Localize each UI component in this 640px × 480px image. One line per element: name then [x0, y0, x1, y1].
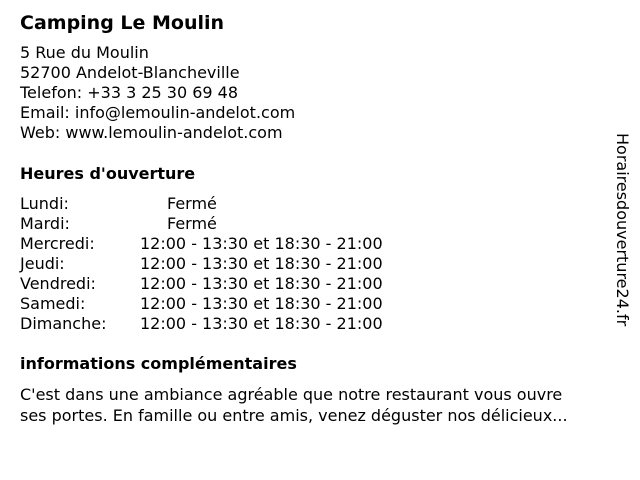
web-line: Web: www.lemoulin-andelot.com — [20, 123, 283, 142]
day-label: Lundi: — [20, 194, 69, 213]
city-address: 52700 Andelot-Blancheville — [20, 63, 240, 82]
day-hours: 12:00 - 13:30 et 18:30 - 21:00 — [140, 234, 383, 253]
additional-info-text — [20, 384, 620, 426]
day-hours: 12:00 - 13:30 et 18:30 - 21:00 — [140, 314, 383, 333]
description-line: ses portes. En famille ou entre amis, venez déguster nos délicieux... — [20, 406, 568, 425]
day-hours: 12:00 - 13:30 et 18:30 - 21:00 — [140, 274, 383, 293]
day-label: Mercredi: — [20, 234, 95, 253]
day-label: Mardi: — [20, 214, 70, 233]
site-watermark: Horairesdouverture24.fr — [613, 133, 632, 327]
day-label: Vendredi: — [20, 274, 96, 293]
additional-info-heading: informations complémentaires — [20, 354, 297, 373]
day-hours: Fermé — [167, 194, 217, 213]
day-label: Samedi: — [20, 294, 86, 313]
opening-hours-heading: Heures d'ouverture — [20, 164, 196, 183]
street-address: 5 Rue du Moulin — [20, 43, 149, 62]
day-label: Dimanche: — [20, 314, 107, 333]
description-line: C'est dans une ambiance agréable que notre restaurant vous ouvre — [20, 385, 563, 404]
day-hours: Fermé — [167, 214, 217, 233]
contact-block — [20, 43, 295, 143]
day-label: Jeudi: — [20, 254, 65, 273]
day-hours: 12:00 - 13:30 et 18:30 - 21:00 — [140, 254, 383, 273]
phone-line: Telefon: +33 3 25 30 69 48 — [20, 83, 239, 102]
business-name: Camping Le Moulin — [20, 12, 225, 34]
email-line: Email: info@lemoulin-andelot.com — [20, 103, 296, 122]
day-hours: 12:00 - 13:30 et 18:30 - 21:00 — [140, 294, 383, 313]
